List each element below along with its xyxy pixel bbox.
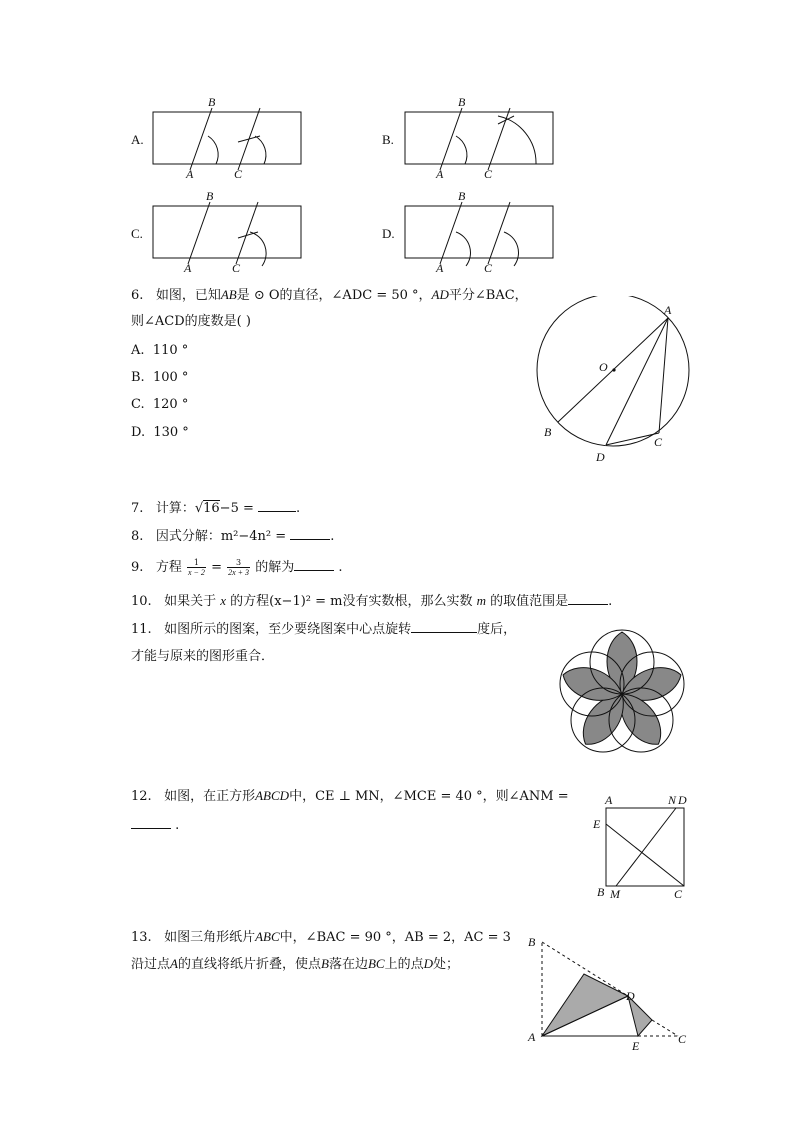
text: 中，∠BAC = 90 °，AB = 2，AC = 3 [279, 930, 511, 945]
q6-line1 [131, 286, 528, 305]
q7: 7. 计算：√16−5 = . [131, 501, 301, 516]
q9: 9. 方程 $\frac{1}{x - 2}$ = $\frac{3}{2x + 3}$ 的解为 . [131, 558, 343, 577]
label-a: A [186, 167, 194, 181]
label-c: C [654, 435, 663, 449]
label-n: N [668, 793, 677, 807]
q13-line2 [131, 955, 459, 974]
option-letter: D. [382, 226, 395, 241]
question-number: 12. [131, 789, 152, 804]
option-value: 110 ° [152, 343, 189, 358]
label-b: B [208, 95, 216, 109]
question-number: 9. [131, 560, 144, 575]
text: A [170, 956, 178, 971]
answer-blank[interactable] [294, 558, 334, 571]
text: m [476, 593, 487, 608]
label-a: A [528, 1030, 536, 1044]
text: 的直线将纸片折叠，使点 [177, 957, 321, 972]
label-c: C [674, 887, 683, 901]
q6-circle-figure [530, 296, 700, 466]
text: ABCD [255, 788, 290, 803]
question-number: 7. [131, 501, 144, 516]
text: 如果关于 [164, 594, 221, 609]
option-value: 120 ° [152, 397, 189, 412]
option-letter: A. [131, 132, 144, 147]
q11-flower-figure [548, 626, 696, 762]
text: AB [220, 287, 237, 302]
option-letter: C. [131, 226, 143, 241]
q6-option-c[interactable] [131, 396, 188, 414]
label-o: O [599, 360, 608, 374]
text: BC [367, 956, 385, 971]
option-value: 130 ° [153, 425, 189, 440]
text: AD [431, 287, 449, 302]
option-letter: B. [131, 370, 145, 385]
q5-figure-c [150, 188, 310, 278]
label-b: B [597, 885, 605, 899]
label-a: A [664, 303, 672, 317]
label-b: B [528, 935, 536, 949]
text: 平分∠BAC， [448, 288, 528, 303]
q13-line1 [131, 928, 511, 947]
q5-figure-a [150, 94, 310, 184]
q12-line1 [131, 787, 569, 806]
text: 处； [432, 957, 459, 972]
radicand: 16 [203, 501, 220, 516]
question-number: 13. [131, 930, 152, 945]
option-letter: A. [131, 343, 145, 358]
label-b: B [458, 95, 466, 109]
fraction-1: $\frac{1}{x - 2}$ [187, 558, 205, 577]
text: 如图，已知 [155, 288, 221, 303]
label-d: D [626, 989, 635, 1003]
text: 计算： [155, 501, 195, 516]
answer-blank[interactable] [131, 816, 171, 829]
q12-square-figure [590, 790, 700, 906]
q10: 10. 如果关于 x 的方程(x−1)² = m没有实数根，那么实数 m 的取值范围是 . [131, 593, 613, 609]
text: 的取值范围是 [486, 594, 569, 609]
q11-line1 [131, 620, 516, 639]
label-m: M [610, 887, 620, 901]
fraction-2: $\frac{3}{2x + 3}$ [228, 558, 250, 577]
text: 因式分解：m²−4n² = [155, 529, 291, 544]
text: 度后， [477, 622, 517, 637]
answer-blank[interactable] [411, 620, 477, 633]
label-c: C [484, 167, 493, 181]
q13-triangle-figure [520, 930, 700, 1050]
answer-blank[interactable] [568, 592, 608, 605]
text: = [211, 560, 222, 575]
text: 方程 [155, 560, 182, 575]
text: −5 = [219, 501, 258, 516]
question-number: 6. [131, 288, 144, 303]
q11-line2: 才能与原来的图形重合． [131, 649, 275, 664]
text: D [423, 956, 433, 971]
label-c: C [234, 167, 243, 181]
text: 中，CE ⊥ MN，∠MCE = 40 °，则∠ANM = [289, 789, 569, 804]
text: 落在边 [328, 957, 368, 972]
text: 如图三角形纸片 [164, 930, 256, 945]
label-c: C [678, 1032, 687, 1046]
label-b: B [458, 189, 466, 203]
label-a: A [605, 793, 613, 807]
text: 是 ⊙ O的直径，∠ADC = 50 °， [236, 288, 432, 303]
q12-line2: . [131, 816, 179, 835]
q6-option-b[interactable] [131, 369, 188, 387]
text: 如图，在正方形 [164, 789, 256, 804]
question-number: 8. [131, 529, 144, 544]
label-d: D [678, 793, 687, 807]
option-letter: B. [382, 132, 394, 147]
text: x [220, 593, 227, 608]
label-a: A [184, 261, 192, 275]
q6-option-a[interactable] [131, 342, 188, 360]
text: B [320, 956, 329, 971]
option-letter: D. [131, 425, 146, 440]
q5-figure-d [402, 188, 562, 278]
text: 沿过点 [131, 957, 171, 972]
option-letter: C. [131, 397, 145, 412]
option-value: 100 ° [152, 370, 189, 385]
text: 上的点 [384, 957, 424, 972]
question-number: 11. [131, 622, 152, 637]
answer-blank[interactable] [258, 499, 296, 512]
label-e: E [632, 1039, 640, 1050]
question-number: 10. [131, 594, 152, 609]
answer-blank[interactable] [290, 527, 330, 540]
q6-option-d[interactable] [131, 424, 189, 442]
label-c: C [484, 261, 493, 275]
label-e: E [593, 817, 601, 831]
label-d: D [596, 450, 605, 464]
label-a: A [436, 261, 444, 275]
label-c: C [232, 261, 241, 275]
q5-figure-b [402, 94, 562, 184]
label-b: B [206, 189, 214, 203]
text: ABC [255, 929, 280, 944]
q8: 8. 因式分解：m²−4n² = . [131, 529, 335, 544]
q6-line2: 则∠ACD的度数是( ) [131, 314, 251, 329]
text: 的解为 [255, 560, 295, 575]
label-a: A [436, 167, 444, 181]
sqrt-sign: √ [194, 501, 204, 516]
label-b: B [544, 425, 552, 439]
text: 如图所示的图案，至少要绕图案中心点旋转 [164, 622, 412, 637]
text: 的方程(x−1)² = m没有实数根，那么实数 [226, 594, 477, 609]
